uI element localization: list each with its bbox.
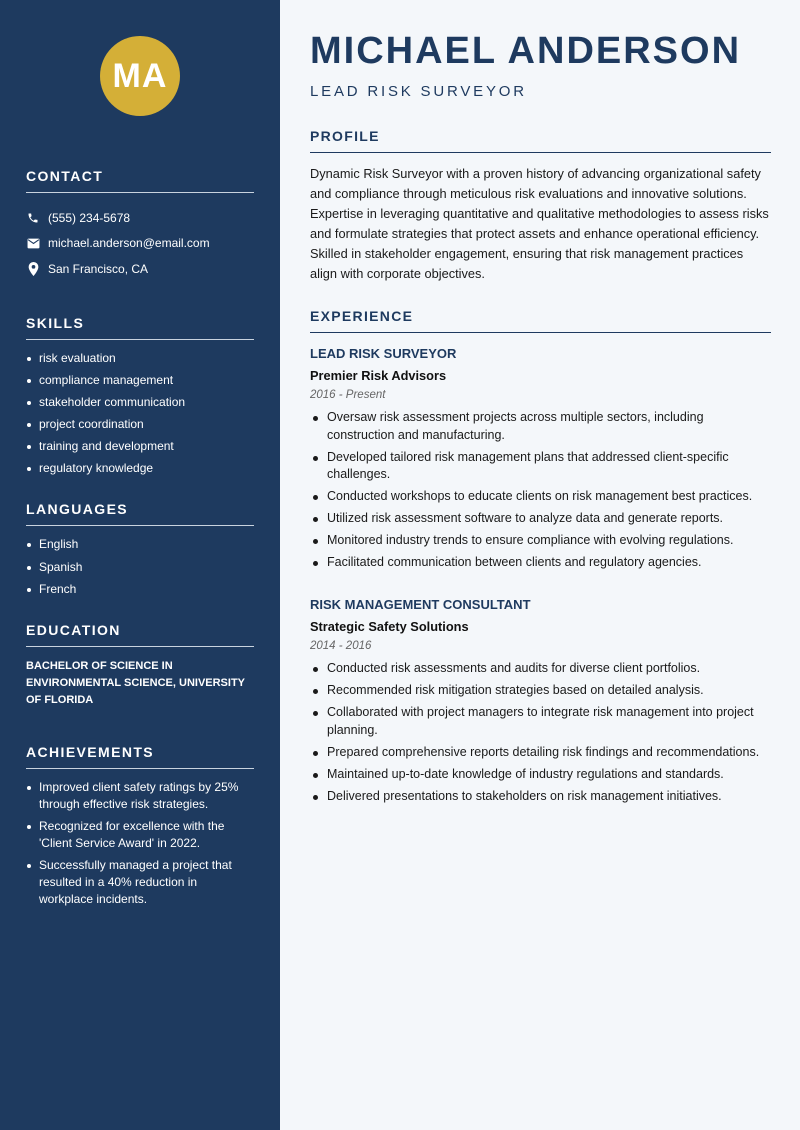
list-item: Conducted workshops to educate clients on risk management best practices. bbox=[310, 488, 771, 506]
list-item: Recognized for excellence with the 'Client Service Award' in 2022. bbox=[26, 818, 254, 852]
contact-location bbox=[26, 256, 254, 282]
list-item: Utilized risk assessment software to analyze data and generate reports. bbox=[310, 510, 771, 528]
list-item: Spanish bbox=[26, 559, 254, 576]
location-text: San Francisco, CA bbox=[48, 261, 149, 276]
sidebar bbox=[0, 0, 280, 1130]
phone-text: (555) 234-5678 bbox=[48, 210, 131, 225]
job-entry bbox=[310, 597, 771, 810]
contact-list bbox=[26, 205, 254, 282]
contact-heading: CONTACT bbox=[26, 168, 254, 193]
profile-text: Dynamic Risk Surveyor with a proven history of advancing organizational safety and compliance through meticulous risk evaluations and innovative solutions. Expertise in leveraging quantitative and qualitative methodologies to assess risks and formulate strategies that protect assets and enhance operational efficiency. Skilled in stakeholder engagement, ensuring that risk management practices align with corporate objectives. bbox=[310, 166, 769, 281]
list-item: Recommended risk mitigation strategies based on detailed analysis. bbox=[310, 682, 771, 700]
list-item: Developed tailored risk management plans that addressed client-specific challenges. bbox=[310, 449, 771, 484]
education-heading: EDUCATION bbox=[26, 622, 254, 647]
languages-list bbox=[26, 536, 254, 597]
job-duties bbox=[310, 660, 771, 805]
list-item: Collaborated with project managers to integrate risk management into project planning. bbox=[310, 704, 771, 739]
job-company: Strategic Safety Solutions bbox=[310, 619, 469, 634]
contact-email bbox=[26, 231, 254, 257]
list-item: training and development bbox=[26, 438, 254, 455]
list-item: Prepared comprehensive reports detailing risk findings and recommendations. bbox=[310, 744, 771, 762]
job-entry bbox=[310, 346, 771, 577]
list-item: Conducted risk assessments and audits for diverse client portfolios. bbox=[310, 660, 771, 678]
email-text: michael.anderson@email.com bbox=[48, 236, 210, 251]
languages-heading: LANGUAGES bbox=[26, 501, 254, 526]
list-item: French bbox=[26, 581, 254, 598]
list-item: Maintained up-to-date knowledge of industry regulations and standards. bbox=[310, 766, 771, 784]
avatar bbox=[100, 36, 180, 116]
list-item: compliance management bbox=[26, 372, 254, 389]
job-title: LEAD RISK SURVEYOR bbox=[310, 346, 457, 361]
list-item: Delivered presentations to stakeholders on risk management initiatives. bbox=[310, 788, 771, 806]
achievements-list bbox=[26, 779, 254, 908]
achievements-section bbox=[26, 744, 254, 908]
contact-phone bbox=[26, 205, 254, 231]
job-company: Premier Risk Advisors bbox=[310, 368, 447, 383]
achievements-heading: ACHIEVEMENTS bbox=[26, 744, 254, 769]
list-item: Monitored industry trends to ensure compliance with evolving regulations. bbox=[310, 532, 771, 550]
profile-heading: PROFILE bbox=[310, 128, 771, 153]
list-item: Oversaw risk assessment projects across multiple sectors, including construction and manufacturing. bbox=[310, 409, 771, 444]
skills-heading: SKILLS bbox=[26, 315, 254, 340]
job-dates: 2016 - Present bbox=[310, 389, 386, 401]
contact-section bbox=[26, 168, 254, 282]
candidate-name: MICHAEL ANDERSON bbox=[310, 30, 742, 72]
envelope-icon bbox=[26, 236, 40, 250]
languages-section bbox=[26, 501, 254, 597]
list-item: risk evaluation bbox=[26, 350, 254, 367]
avatar-initials: MA bbox=[112, 56, 168, 95]
list-item: Improved client safety ratings by 25% through effective risk strategies. bbox=[26, 779, 254, 813]
job-dates: 2014 - 2016 bbox=[310, 640, 372, 652]
education-degree: BACHELOR OF SCIENCE IN ENVIRONMENTAL SCIENCE, UNIVERSITY OF FLORIDA bbox=[26, 659, 245, 706]
list-item: English bbox=[26, 536, 254, 553]
list-item: project coordination bbox=[26, 416, 254, 433]
list-item: Facilitated communication between clients and regulatory agencies. bbox=[310, 554, 771, 572]
skills-section bbox=[26, 315, 254, 478]
list-item: stakeholder communication bbox=[26, 394, 254, 411]
map-pin-icon bbox=[26, 262, 40, 276]
job-duties bbox=[310, 409, 771, 572]
skills-list bbox=[26, 350, 254, 478]
list-item: Successfully managed a project that resulted in a 40% reduction in workplace incidents. bbox=[26, 857, 254, 908]
candidate-title: LEAD RISK SURVEYOR bbox=[310, 83, 527, 100]
job-title: RISK MANAGEMENT CONSULTANT bbox=[310, 597, 531, 612]
phone-icon bbox=[26, 211, 40, 225]
list-item: regulatory knowledge bbox=[26, 460, 254, 477]
experience-heading: EXPERIENCE bbox=[310, 308, 771, 333]
education-section bbox=[26, 622, 254, 709]
